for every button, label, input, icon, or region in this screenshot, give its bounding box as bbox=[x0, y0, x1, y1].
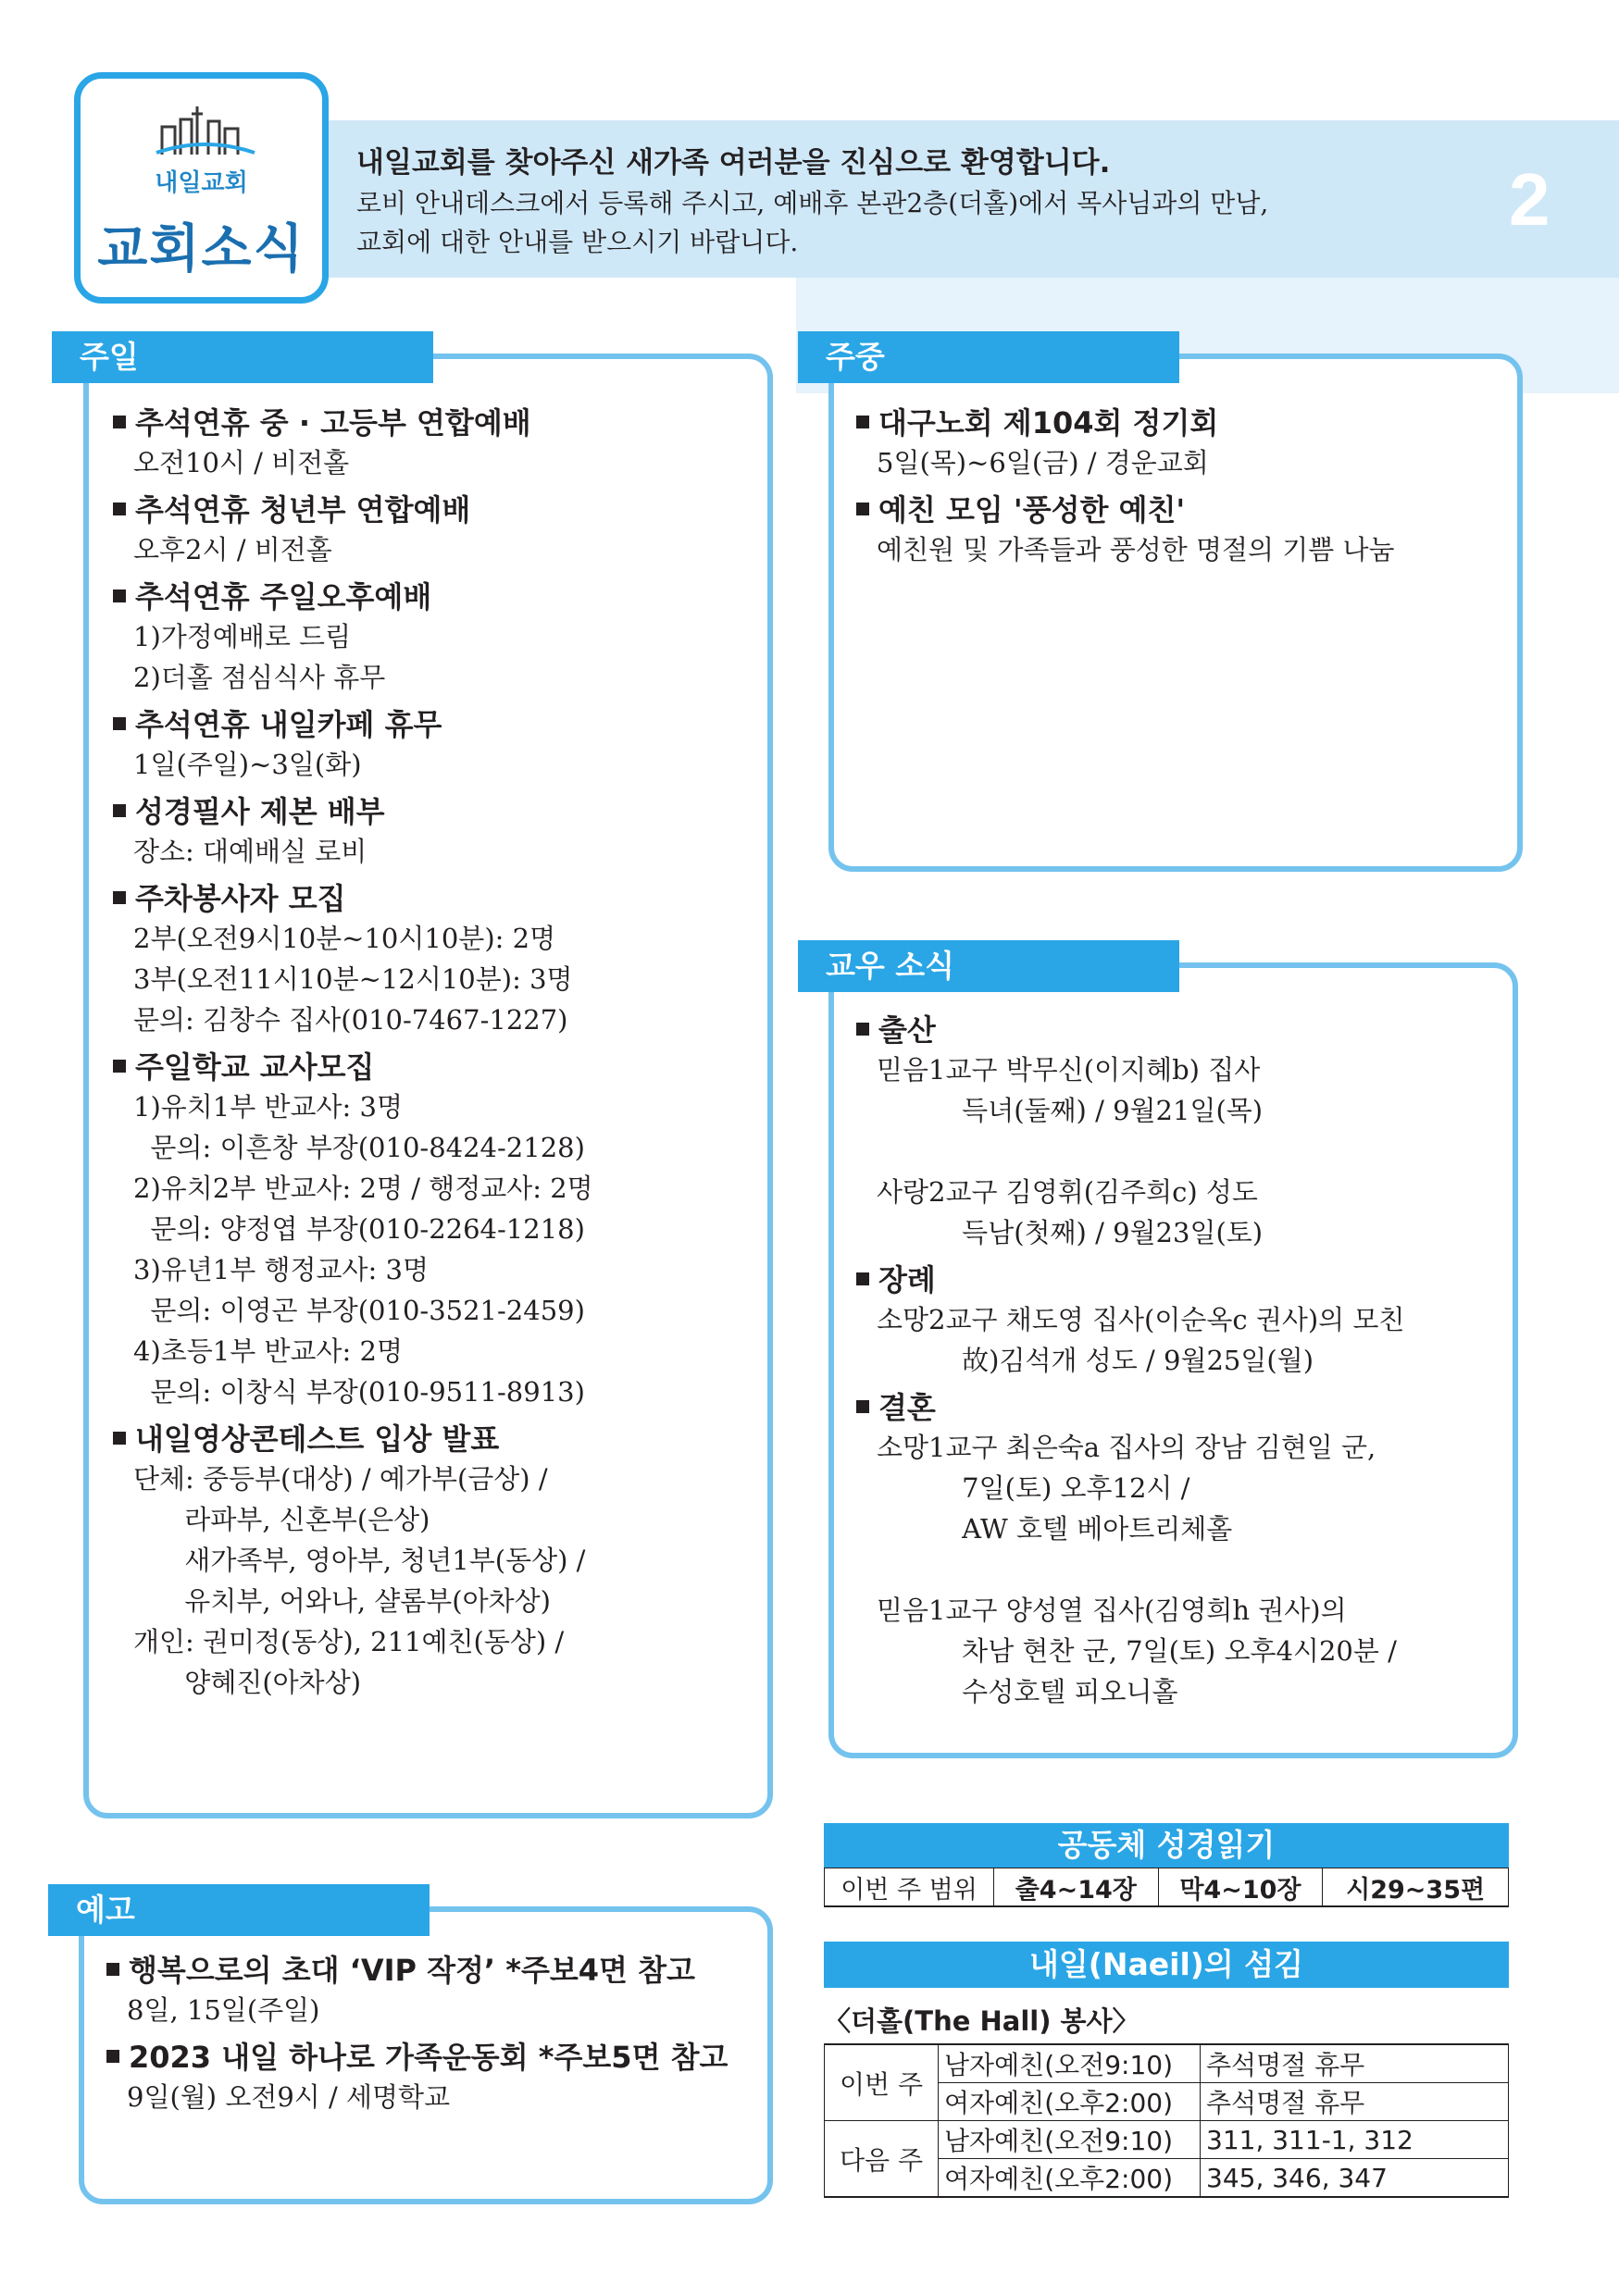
bullet-square-icon bbox=[113, 590, 126, 602]
item-heading-text: 행복으로의 초대 ‘VIP 작정’ *주보4면 참고 bbox=[129, 1953, 695, 1988]
item-heading bbox=[856, 403, 1504, 442]
bullet-square-icon bbox=[113, 503, 126, 515]
list-item bbox=[113, 403, 761, 483]
service-table bbox=[824, 2043, 1509, 2198]
service-group: 여자예친(오후2:00) bbox=[939, 2083, 1201, 2121]
item-heading-text: 2023 내일 하나로 가족운동회 *주보5면 참고 bbox=[129, 2040, 729, 2075]
item-body: 믿음1교구 박무신(이지혜b) 집사 득녀(둘째) / 9월21일(목) 사랑2교구 김영휘(김주희c) 성도 득남(첫째) / 9월23일(토) bbox=[877, 1054, 1264, 1248]
list-item bbox=[113, 705, 761, 785]
table-row bbox=[825, 2121, 1509, 2159]
list-item bbox=[856, 490, 1504, 570]
midweek-list bbox=[856, 403, 1504, 577]
item-heading bbox=[113, 1048, 761, 1086]
sunday-tab: 주일 bbox=[52, 331, 433, 383]
item-heading bbox=[856, 490, 1504, 529]
item-heading bbox=[856, 1260, 1513, 1299]
item-heading-text: 성경필사 제본 배부 bbox=[135, 794, 385, 829]
item-heading-text: 대구노회 제104회 정기회 bbox=[878, 405, 1219, 441]
service-value: 345, 346, 347 bbox=[1201, 2159, 1509, 2198]
item-heading-text: 주차봉사자 모집 bbox=[135, 881, 346, 916]
item-body: 예친원 및 가족들과 풍성한 명절의 기쁨 나눔 bbox=[877, 534, 1395, 565]
welcome-text-line: 교회에 대한 안내를 받으시기 바랍니다. bbox=[356, 227, 799, 257]
item-body: 오전10시 / 비전홀 bbox=[133, 447, 350, 478]
item-heading-text: 추석연휴 중 · 고등부 연합예배 bbox=[135, 405, 531, 441]
item-heading-text: 추석연휴 주일오후예배 bbox=[135, 579, 432, 614]
service-week: 이번 주 bbox=[825, 2044, 939, 2121]
item-body: 소망1교구 최은숙a 집사의 장남 김현일 군, 7일(토) 오후12시 / AW 호텔 베아트리체홀 믿음1교구 양성열 집사(김영희h 권사)의 차남 현찬 군, 7일(토) 오후4시20분 / 수성호텔 피오니홀 bbox=[877, 1432, 1397, 1707]
item-heading-text: 예친 모임 '풍성한 예친' bbox=[878, 492, 1186, 527]
item-body: 단체: 중등부(대상) / 예가부(금상) / 라파부, 신혼부(은상) 새가족부, 영아부, 청년1부(동상) / 유치부, 어와나, 샬롬부(아차상) 개인: 권미정(동상), 211예친(동상) / 양혜진(아차상) bbox=[133, 1463, 586, 1698]
service-group: 남자예친(오전9:10) bbox=[939, 2044, 1201, 2083]
preview-tab: 예고 bbox=[48, 1884, 430, 1936]
bullet-square-icon bbox=[856, 1400, 869, 1413]
item-body: 1)가정예배로 드림 2)더홀 점심식사 휴무 bbox=[133, 621, 386, 693]
list-item bbox=[113, 879, 761, 1040]
item-body: 8일, 15일(주일) bbox=[127, 1994, 320, 2026]
item-heading bbox=[113, 792, 761, 831]
service-value: 추석명절 휴무 bbox=[1201, 2044, 1509, 2083]
logo-name: 내일교회 bbox=[155, 169, 248, 197]
table-row bbox=[825, 2044, 1509, 2083]
item-heading bbox=[856, 1011, 1513, 1049]
item-heading bbox=[106, 1951, 764, 1990]
item-body: 장소: 대예배실 로비 bbox=[133, 836, 367, 867]
section-title: 교회소식 bbox=[97, 219, 305, 279]
bullet-square-icon bbox=[113, 416, 126, 428]
list-item bbox=[856, 1011, 1513, 1253]
bible-reading-title: 공동체 성경읽기 bbox=[824, 1823, 1509, 1868]
item-body: 9일(월) 오전9시 / 세명학교 bbox=[127, 2081, 451, 2113]
welcome-headline: 내일교회를 찾아주신 새가족 여러분을 진심으로 환영합니다. bbox=[356, 146, 1111, 180]
service-title: 내일(Naeil)의 섬김 bbox=[824, 1942, 1509, 1988]
item-heading-text: 추석연휴 청년부 연합예배 bbox=[135, 492, 471, 527]
bullet-square-icon bbox=[113, 804, 126, 817]
list-item bbox=[113, 1420, 761, 1703]
members-list bbox=[856, 1011, 1513, 1719]
list-item bbox=[856, 1260, 1513, 1381]
list-item bbox=[113, 792, 761, 872]
service-subtitle: 〈더홀(The Hall) 봉사〉 bbox=[824, 2005, 1140, 2037]
item-heading-text: 장례 bbox=[878, 1262, 936, 1297]
logo-box bbox=[74, 72, 329, 304]
bullet-square-icon bbox=[113, 1432, 126, 1445]
bible-reading-range: 출4~14장 bbox=[994, 1868, 1159, 1907]
item-heading-text: 출산 bbox=[878, 1012, 936, 1048]
list-item bbox=[856, 1388, 1513, 1712]
bullet-square-icon bbox=[106, 1963, 119, 1976]
bible-reading-table bbox=[824, 1868, 1509, 1907]
item-heading bbox=[113, 490, 761, 529]
bible-reading-label: 이번 주 범위 bbox=[825, 1868, 994, 1907]
list-item bbox=[106, 2038, 764, 2117]
preview-list bbox=[106, 1951, 764, 2125]
midweek-tab: 주중 bbox=[798, 331, 1179, 383]
item-heading bbox=[113, 403, 761, 442]
bullet-square-icon bbox=[113, 891, 126, 904]
item-body: 소망2교구 채도영 집사(이순옥c 권사)의 모친 故)김석개 성도 / 9월25일(월) bbox=[877, 1304, 1405, 1376]
service-value: 추석명절 휴무 bbox=[1201, 2083, 1509, 2121]
bible-reading-range: 시29~35편 bbox=[1323, 1868, 1509, 1907]
item-heading bbox=[106, 2038, 764, 2077]
item-heading-text: 주일학교 교사모집 bbox=[135, 1049, 375, 1085]
bible-reading-range: 막4~10장 bbox=[1158, 1868, 1323, 1907]
item-heading bbox=[113, 879, 761, 918]
bullet-square-icon bbox=[113, 717, 126, 730]
bullet-square-icon bbox=[856, 416, 869, 428]
page-number: 2 bbox=[1509, 158, 1551, 241]
list-item bbox=[113, 577, 761, 698]
sunday-list bbox=[113, 403, 761, 1710]
item-body: 5일(목)~6일(금) / 경운교회 bbox=[877, 447, 1209, 478]
service-group: 여자예친(오후2:00) bbox=[939, 2159, 1201, 2198]
list-item bbox=[856, 403, 1504, 483]
item-heading bbox=[113, 1420, 761, 1458]
service-value: 311, 311-1, 312 bbox=[1201, 2121, 1509, 2159]
item-heading bbox=[113, 705, 761, 744]
item-body: 1)유치1부 반교사: 3명 문의: 이흔창 부장(010-8424-2128) 2)유치2부 반교사: 2명 / 행정교사: 2명 문의: 양정엽 부장(010-2264-1218) 3)유년1부 행정교사: 3명 문의: 이영곤 부장(010-3521-2459) 4)초등1부 반교사: 2명 문의: 이창식 부장(010-9511-8913) bbox=[133, 1091, 593, 1408]
service-week: 다음 주 bbox=[825, 2121, 939, 2198]
item-heading-text: 추석연휴 내일카페 휴무 bbox=[135, 707, 442, 742]
bullet-square-icon bbox=[856, 1023, 869, 1036]
item-heading bbox=[113, 577, 761, 616]
church-logo-icon bbox=[155, 99, 256, 164]
item-body: 오후2시 / 비전홀 bbox=[133, 534, 332, 565]
list-item bbox=[113, 490, 761, 570]
list-item bbox=[106, 1951, 764, 2030]
bullet-square-icon bbox=[856, 503, 869, 515]
welcome-text-line: 로비 안내데스크에서 등록해 주시고, 예배후 본관2층(더홀)에서 목사님과의 만남, bbox=[356, 188, 1269, 218]
bullet-square-icon bbox=[856, 1272, 869, 1285]
item-body: 1일(주일)~3일(화) bbox=[133, 749, 362, 780]
item-heading-text: 내일영상콘테스트 입상 발표 bbox=[135, 1421, 500, 1457]
item-body: 2부(오전9시10분~10시10분): 2명 3부(오전11시10분~12시10분): 3명 문의: 김창수 집사(010-7467-1227) bbox=[133, 923, 573, 1036]
list-item bbox=[113, 1048, 761, 1412]
service-group: 남자예친(오전9:10) bbox=[939, 2121, 1201, 2159]
bullet-square-icon bbox=[106, 2050, 119, 2063]
item-heading bbox=[856, 1388, 1513, 1427]
members-tab: 교우 소식 bbox=[798, 940, 1179, 992]
bullet-square-icon bbox=[113, 1060, 126, 1073]
item-heading-text: 결혼 bbox=[878, 1390, 936, 1425]
